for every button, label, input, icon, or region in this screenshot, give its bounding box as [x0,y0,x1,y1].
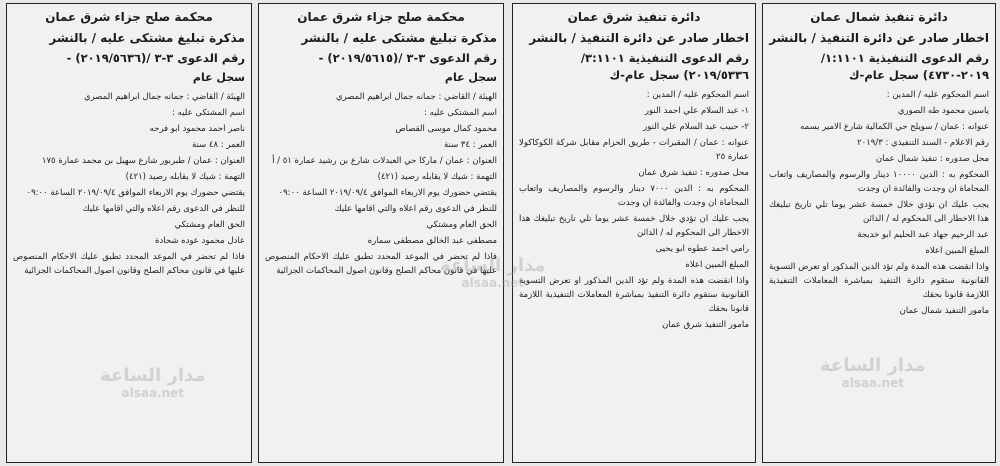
watermark-site: alsaa.net [841,376,905,390]
notice-line: المحكوم به : الدين ١٠٠٠٠ دينار والرسوم والمصاريف واتعاب المحاماة ان وجدت والفائدة ان وجدت [769,170,989,194]
notice-title: دائرة تنفيذ شرق عمان [567,10,701,24]
notice-court-case-5615 [258,3,504,463]
watermark-site: alsaa.net [461,276,525,290]
watermark-name: مدار الساعة [820,355,926,376]
notice-line: رامي احمد عطوه ابو يحيى [655,244,749,254]
notice-line: يجب عليك ان تؤدي خلال خمسة عشر يوما تلي تاريخ تبليغك هذا الاخطار الى المحكوم له / الدائن [769,200,989,224]
notice-line: عبد الرحيم جهاد عبد الحليم ابو خديجة [857,230,989,240]
notice-body [769,88,989,302]
notice-line: الهيئة / القاضي : جمانه جمال ابراهيم المصري [335,92,497,102]
notice-line: يقتضي حضورك يوم الاربعاء الموافق ٢٠١٩/٠٩/٤ الساعة ٠٩:٠٠ [26,188,245,198]
notice-line: واذا انقضت هذه المدة ولم تؤد الدين المذكور او تعرض التسوية القانونية ستقوم دائرة التنفيذ بمباشرة المعاملات التنفيذية اللازمة قانونا بحقك [519,276,749,314]
notice-signature: مامور التنفيذ شرق عمان [662,320,749,330]
watermark-name: مدار الساعة [440,255,546,276]
notice-title: محكمة صلح جزاء شرق عمان [45,10,213,24]
notice-line: اسم المشتكى عليه : [172,108,245,118]
notice-line: الحق العام ومشتكي [174,220,245,230]
notice-line: المبلغ المبين اعلاه [925,246,989,256]
notice-line: محل صدوره : تنفيذ شمال عمان [875,154,989,164]
notice-line: فاذا لم تحضر في الموعد المحدد تطبق عليك الاحكام المنصوص عليها في قانون محاكم الصلح وقانون اصول المحاكمات الجزائية [13,252,245,276]
notice-line: المحكوم به : الدين ٧٠٠٠ دينار والرسوم والمصاريف واتعاب المحاماة ان وجدت والفائدة ان وجدت [519,184,749,208]
notice-line: عنوانه : عمان / سويلح حي الكمالية شارع الامير بسمه [800,122,989,132]
notice-line: محل صدوره : تنفيذ شرق عمان [638,168,749,178]
notice-title: دائرة تنفيذ شمال عمان [810,10,948,24]
notice-line: المبلغ المبين اعلاه [685,260,749,270]
notice-subtitle: مذكرة تبليغ مشتكى عليه / بالنشر [301,31,497,45]
notice-line: مصطفى عبد الخالق مصطفى سماره [367,236,497,246]
notice-line: واذا انقضت هذه المدة ولم تؤد الدين المذكور او تعرض التسوية القانونية ستقوم دائرة التنفيذ بمباشرة المعاملات التنفيذية اللازمة قانونا بحقك [769,262,989,300]
notice-north-amman [762,3,996,463]
notice-subtitle: اخطار صادر عن دائرة التنفيذ / بالنشر [769,31,989,45]
notice-line: الحق العام ومشتكي [426,220,497,230]
notice-line: عنوانه : عمان / المقبرات - طريق الحزام مقابل شركة الكوكاكولا عمارة ٢٥ [519,138,749,162]
notice-subtitle: مذكرة تبليغ مشتكى عليه / بالنشر [49,31,245,45]
notice-line: ٢- حبيب عبد السلام علي النور [643,122,749,132]
notice-signature: مامور التنفيذ شمال عمان [899,306,989,316]
notice-body [519,88,749,316]
notice-line: التهمة : شيك لا يقابله رصيد (٤٢١) [125,172,245,182]
notice-line: محمود كمال موسى القصاص [395,124,497,134]
notice-line: اسم المحكوم عليه / المدين : [646,90,749,100]
notice-line: العمر : ٣٤ سنة [443,140,497,150]
case-number: رقم الدعوى التنفيذية ١:١١٠١/ ٢٠١٩-٤٧٣٠) سجل عام-ك [820,51,989,82]
watermark-name: مدار الساعة [100,365,206,386]
notice-line: عادل محمود عوده شحادة [155,236,245,246]
notice-line: العنوان : عمان / ماركا حي العبدلات شارع بن رشيد عمارة ٥١ / أ [272,156,497,166]
notice-line: يقتضي حضورك يوم الاربعاء الموافق ٢٠١٩/٠٩/٤ الساعة ٠٩:٠٠ [278,188,497,198]
notice-line: الهيئة / القاضي : جمانه جمال ابراهيم المصري [83,92,245,102]
case-number: رقم الدعوى التنفيذية ٣:١١٠١/ ٢٠١٩/٥٣٣٦) سجل عام-ك [580,51,749,82]
notice-court-case-5636 [6,3,252,463]
notice-line: اسم المشتكى عليه : [424,108,497,118]
notice-line: التهمة : شيك لا يقابله رصيد (٤٢١) [377,172,497,182]
notice-subtitle: اخطار صادر عن دائرة التنفيذ / بالنشر [529,31,749,45]
notice-line: ياسين محمود طه الصوري [897,106,989,116]
notice-body [265,90,497,278]
register-label: سجل عام [192,71,245,84]
case-number: رقم الدعوى ٣-٣ /(٢٠١٩/٥٦٣٦) - [66,51,245,65]
watermark-site: alsaa.net [121,386,185,400]
notice-line: العنوان : عمان / طبربور شارع سهيل بن محمد عمارة ١٧٥ [41,156,245,166]
notice-body [13,90,245,278]
notice-title: محكمة صلح جزاء شرق عمان [297,10,465,24]
notice-line: العمر : ٤٨ سنة [191,140,245,150]
notice-line: للنظر في الدعوى رقم اعلاه والتي اقامها عليك [82,204,245,214]
notice-line: يجب عليك ان تؤدي خلال خمسة عشر يوما تلي تاريخ تبليغك هذا الاخطار الى المحكوم له / الدائن [519,214,749,238]
case-number: رقم الدعوى ٣-٣ /(٢٠١٩/٥٦١٥) - [318,51,497,65]
notice-line: فاذا لم تحضر في الموعد المحدد تطبق عليك الاحكام المنصوص عليها في قانون محاكم الصلح وقانون اصول المحاكمات الجزائية [265,252,497,276]
register-label: سجل عام [444,71,497,84]
notice-line: ناصر احمد محمود ابو فرحه [149,124,245,134]
notice-east-amman [512,3,756,463]
notice-line: اسم المحكوم عليه / المدين : [886,90,989,100]
notice-line: رقم الاعلام - السند التنفيذي : ٢٠١٩/٣ [857,138,989,148]
notice-line: للنظر في الدعوى رقم اعلاه والتي اقامها عليك [334,204,497,214]
notice-line: ١- عبد السلام علي احمد النور [644,106,749,116]
